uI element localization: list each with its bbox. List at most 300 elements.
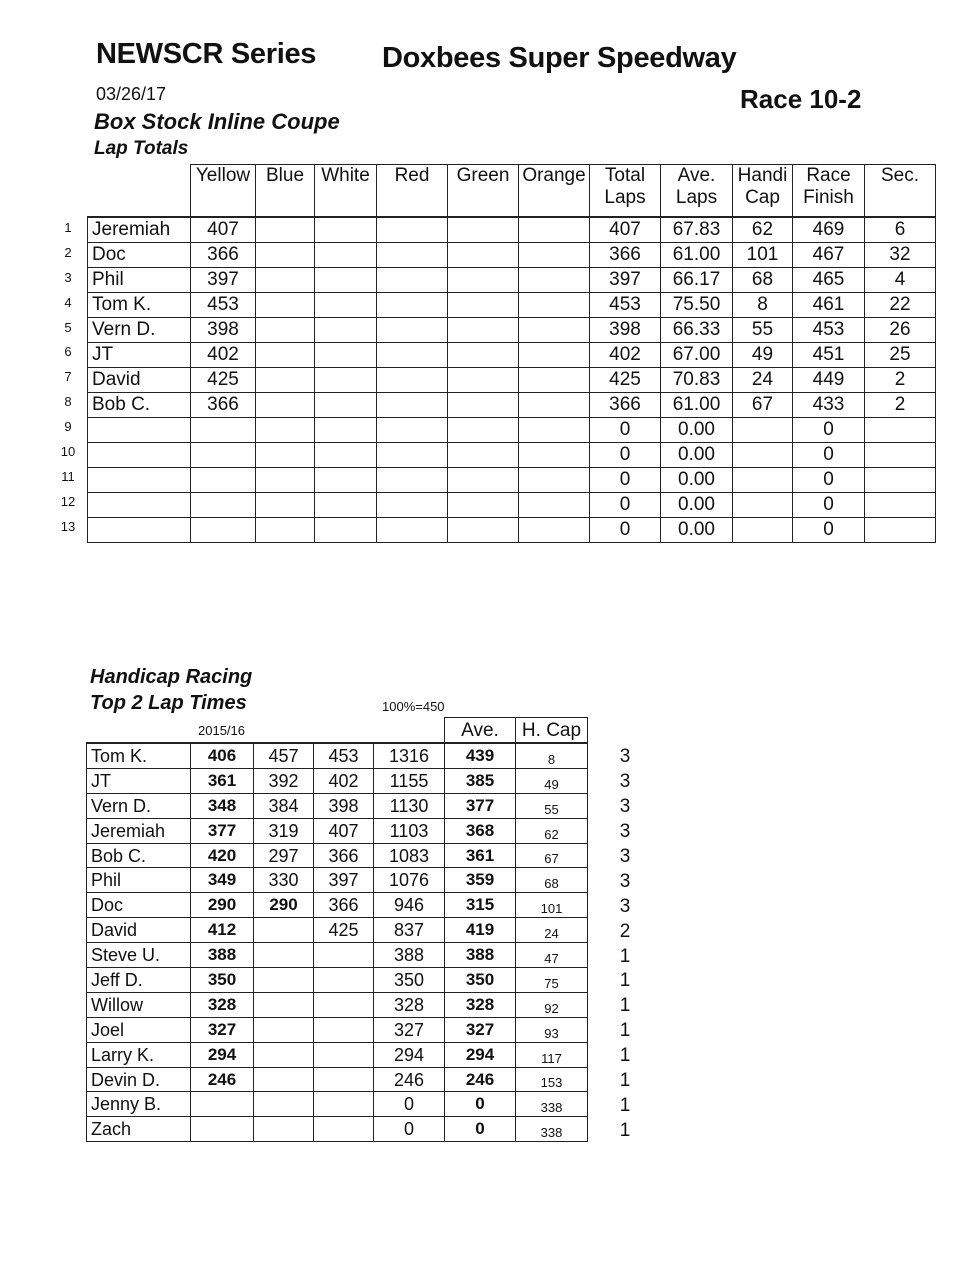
hc-average: 388 — [445, 943, 516, 968]
hc-season-best: 412 — [191, 918, 254, 943]
cell-sec: 2 — [865, 393, 936, 418]
cell-handicap — [733, 518, 793, 543]
hc-handicap: 47 — [516, 943, 588, 968]
col-white: White — [315, 165, 377, 218]
hc-handicap: 49 — [516, 768, 588, 793]
cell-white — [315, 443, 377, 468]
cell-orange — [519, 217, 590, 243]
lap-totals-row — [88, 343, 936, 368]
race-count: 2 — [619, 920, 631, 942]
cell-red — [377, 268, 448, 293]
cell-red — [377, 318, 448, 343]
lap-totals-row — [88, 243, 936, 268]
hc-race-time-2 — [314, 1117, 374, 1142]
hc-handicap: 101 — [516, 893, 588, 918]
hc-handicap: 117 — [516, 1042, 588, 1067]
hc-race-time-2: 366 — [314, 843, 374, 868]
cell-race-finish: 0 — [793, 418, 865, 443]
cell-race-finish: 433 — [793, 393, 865, 418]
hc-handicap: 153 — [516, 1067, 588, 1092]
handicap-row — [87, 943, 588, 968]
hc-season-best — [191, 1117, 254, 1142]
cell-handicap: 8 — [733, 293, 793, 318]
cell-ave-laps: 0.00 — [661, 468, 733, 493]
race-count: 1 — [619, 995, 631, 1017]
hc-driver-name: Doc — [87, 893, 191, 918]
cell-orange — [519, 393, 590, 418]
lap-totals-row — [88, 318, 936, 343]
hc-race-time-2: 402 — [314, 768, 374, 793]
hc-handicap: 93 — [516, 1017, 588, 1042]
row-number: 10 — [60, 444, 76, 460]
race-number: Race 10-2 — [740, 84, 862, 114]
hc-race-time-1: 290 — [254, 893, 314, 918]
hc-sum: 327 — [374, 1017, 445, 1042]
hc-col-hcap: H. Cap — [516, 718, 588, 744]
hc-race-time-2 — [314, 1017, 374, 1042]
hc-race-time-1: 330 — [254, 868, 314, 893]
hc-handicap: 75 — [516, 968, 588, 993]
cell-handicap: 68 — [733, 268, 793, 293]
hc-sum: 294 — [374, 1042, 445, 1067]
cell-ave-laps: 0.00 — [661, 518, 733, 543]
handicap-row — [87, 818, 588, 843]
hc-race-time-2 — [314, 968, 374, 993]
hc-average: 439 — [445, 743, 516, 768]
driver-name: Phil — [88, 268, 191, 293]
hc-header-blank-4 — [314, 718, 374, 744]
hc-driver-name: Bob C. — [87, 843, 191, 868]
handicap-row — [87, 1092, 588, 1117]
cell-total-laps: 453 — [590, 293, 661, 318]
hc-season-best: 327 — [191, 1017, 254, 1042]
cell-white — [315, 343, 377, 368]
cell-total-laps: 0 — [590, 443, 661, 468]
handicap-row — [87, 868, 588, 893]
cell-race-finish: 0 — [793, 468, 865, 493]
handicap-row — [87, 1042, 588, 1067]
cell-white — [315, 293, 377, 318]
cell-sec — [865, 418, 936, 443]
cell-sec — [865, 518, 936, 543]
lap-totals-row — [88, 493, 936, 518]
race-count: 1 — [619, 1095, 631, 1117]
handicap-row — [87, 1067, 588, 1092]
row-number: 4 — [64, 294, 72, 310]
hc-sum: 837 — [374, 918, 445, 943]
hc-header-blank-1 — [87, 718, 191, 744]
cell-total-laps: 0 — [590, 493, 661, 518]
cell-yellow: 407 — [191, 217, 256, 243]
race-count: 3 — [619, 770, 631, 792]
hc-driver-name: Steve U. — [87, 943, 191, 968]
handicap-title: Handicap Racing — [90, 666, 253, 688]
cell-yellow — [191, 468, 256, 493]
hc-sum: 1130 — [374, 793, 445, 818]
hc-season-best: 246 — [191, 1067, 254, 1092]
cell-red — [377, 493, 448, 518]
col-sec: Sec. — [865, 165, 936, 218]
row-number: 5 — [64, 319, 72, 335]
cell-ave-laps: 67.83 — [661, 217, 733, 243]
hc-season-best: 406 — [191, 743, 254, 768]
cell-orange — [519, 343, 590, 368]
cell-yellow — [191, 418, 256, 443]
cell-green — [448, 518, 519, 543]
driver-name: Doc — [88, 243, 191, 268]
driver-name — [88, 518, 191, 543]
hc-race-time-1: 392 — [254, 768, 314, 793]
cell-ave-laps: 66.17 — [661, 268, 733, 293]
cell-white — [315, 217, 377, 243]
hc-sum: 350 — [374, 968, 445, 993]
hc-driver-name: Willow — [87, 992, 191, 1017]
hc-header-blank-3 — [254, 718, 314, 744]
cell-red — [377, 418, 448, 443]
cell-ave-laps: 0.00 — [661, 418, 733, 443]
hc-season-best: 420 — [191, 843, 254, 868]
cell-orange — [519, 243, 590, 268]
race-count: 3 — [619, 746, 631, 767]
cell-total-laps: 402 — [590, 343, 661, 368]
hc-race-time-2: 407 — [314, 818, 374, 843]
hc-average: 327 — [445, 1017, 516, 1042]
hc-sum: 1083 — [374, 843, 445, 868]
cell-blue — [256, 368, 315, 393]
section-lap-totals: Lap Totals — [94, 138, 189, 159]
row-number: 6 — [64, 344, 72, 360]
cell-handicap — [733, 418, 793, 443]
row-number: 1 — [64, 220, 72, 235]
hc-average: 359 — [445, 868, 516, 893]
cell-green — [448, 468, 519, 493]
cell-orange — [519, 493, 590, 518]
cell-red — [377, 343, 448, 368]
row-number: 7 — [64, 369, 72, 385]
cell-white — [315, 493, 377, 518]
cell-orange — [519, 418, 590, 443]
col-handicap: Handi Cap — [733, 165, 793, 218]
cell-blue — [256, 493, 315, 518]
cell-total-laps: 397 — [590, 268, 661, 293]
hc-driver-name: Joel — [87, 1017, 191, 1042]
cell-green — [448, 243, 519, 268]
cell-orange — [519, 318, 590, 343]
cell-green — [448, 343, 519, 368]
handicap-subtitle: Top 2 Lap Times — [90, 692, 247, 714]
cell-orange — [519, 268, 590, 293]
race-count: 1 — [619, 970, 631, 992]
hc-driver-name: Jeff D. — [87, 968, 191, 993]
handicap-row — [87, 968, 588, 993]
cell-handicap: 62 — [733, 217, 793, 243]
handicap-row — [87, 893, 588, 918]
hc-average: 315 — [445, 893, 516, 918]
hc-sum: 1103 — [374, 818, 445, 843]
cell-yellow: 366 — [191, 393, 256, 418]
cell-yellow: 453 — [191, 293, 256, 318]
hc-race-time-1 — [254, 968, 314, 993]
hc-driver-name: Phil — [87, 868, 191, 893]
cell-orange — [519, 518, 590, 543]
hc-sum: 388 — [374, 943, 445, 968]
hc-col-ave: Ave. — [445, 718, 516, 744]
hc-race-time-1: 319 — [254, 818, 314, 843]
cell-white — [315, 393, 377, 418]
cell-green — [448, 217, 519, 243]
row-number: 2 — [64, 244, 72, 260]
hc-driver-name: Zach — [87, 1117, 191, 1142]
hc-season-best: 290 — [191, 893, 254, 918]
cell-blue — [256, 518, 315, 543]
hc-average: 350 — [445, 968, 516, 993]
cell-blue — [256, 393, 315, 418]
race-count: 1 — [619, 1120, 631, 1142]
cell-handicap: 49 — [733, 343, 793, 368]
cell-race-finish: 449 — [793, 368, 865, 393]
cell-sec: 2 — [865, 368, 936, 393]
hc-driver-name: Larry K. — [87, 1042, 191, 1067]
lap-totals-row — [88, 518, 936, 543]
cell-yellow — [191, 518, 256, 543]
cell-yellow: 397 — [191, 268, 256, 293]
hc-race-time-1 — [254, 918, 314, 943]
race-count: 1 — [619, 945, 631, 967]
season-label: 2015/16 — [198, 723, 245, 738]
hc-handicap: 8 — [516, 743, 588, 768]
cell-green — [448, 368, 519, 393]
race-count: 1 — [619, 1045, 631, 1067]
row-number: 12 — [60, 493, 76, 509]
cell-total-laps: 398 — [590, 318, 661, 343]
hc-handicap: 92 — [516, 992, 588, 1017]
hc-race-time-1 — [254, 1042, 314, 1067]
cell-orange — [519, 443, 590, 468]
hc-race-time-1: 457 — [254, 743, 314, 768]
driver-name: Tom K. — [88, 293, 191, 318]
hc-average: 368 — [445, 818, 516, 843]
driver-name — [88, 418, 191, 443]
cell-race-finish: 465 — [793, 268, 865, 293]
driver-name: JT — [88, 343, 191, 368]
cell-red — [377, 217, 448, 243]
hc-race-time-2 — [314, 1092, 374, 1117]
lap-totals-row — [88, 393, 936, 418]
driver-name: Bob C. — [88, 393, 191, 418]
cell-ave-laps: 66.33 — [661, 318, 733, 343]
cell-yellow — [191, 443, 256, 468]
hc-average: 361 — [445, 843, 516, 868]
cell-white — [315, 318, 377, 343]
handicap-row — [87, 743, 588, 768]
row-number: 13 — [60, 518, 76, 534]
cell-race-finish: 451 — [793, 343, 865, 368]
hc-handicap: 67 — [516, 843, 588, 868]
handicap-row — [87, 768, 588, 793]
cell-total-laps: 425 — [590, 368, 661, 393]
driver-name — [88, 493, 191, 518]
race-count-column — [614, 745, 636, 1144]
hc-average: 419 — [445, 918, 516, 943]
hc-race-time-1: 297 — [254, 843, 314, 868]
hc-sum: 1316 — [374, 743, 445, 768]
class-name: Box Stock Inline Coupe — [94, 109, 340, 134]
race-count: 3 — [619, 795, 631, 817]
cell-sec: 6 — [865, 217, 936, 243]
hc-race-time-2: 453 — [314, 743, 374, 768]
cell-ave-laps: 0.00 — [661, 443, 733, 468]
cell-white — [315, 368, 377, 393]
cell-white — [315, 468, 377, 493]
lap-totals-row — [88, 368, 936, 393]
cell-race-finish: 467 — [793, 243, 865, 268]
cell-blue — [256, 443, 315, 468]
hc-sum: 1155 — [374, 768, 445, 793]
cell-race-finish: 461 — [793, 293, 865, 318]
hc-season-best: 377 — [191, 818, 254, 843]
hc-season-best: 350 — [191, 968, 254, 993]
hc-sum: 946 — [374, 893, 445, 918]
row-numbers — [56, 216, 80, 540]
cell-blue — [256, 418, 315, 443]
cell-ave-laps: 0.00 — [661, 493, 733, 518]
hc-race-time-1 — [254, 1117, 314, 1142]
col-yellow: Yellow — [191, 165, 256, 218]
cell-total-laps: 366 — [590, 243, 661, 268]
cell-white — [315, 268, 377, 293]
hc-average: 0 — [445, 1092, 516, 1117]
cell-sec: 25 — [865, 343, 936, 368]
cell-handicap: 55 — [733, 318, 793, 343]
hc-sum: 328 — [374, 992, 445, 1017]
handicap-row — [87, 918, 588, 943]
hc-average: 377 — [445, 793, 516, 818]
hc-race-time-1 — [254, 992, 314, 1017]
cell-race-finish: 469 — [793, 217, 865, 243]
lap-totals-row — [88, 468, 936, 493]
cell-race-finish: 0 — [793, 493, 865, 518]
hc-average: 294 — [445, 1042, 516, 1067]
cell-green — [448, 418, 519, 443]
cell-green — [448, 393, 519, 418]
track-title: Doxbees Super Speedway — [382, 42, 737, 74]
lap-totals-header — [88, 165, 936, 218]
lap-totals-row — [88, 217, 936, 243]
cell-ave-laps: 70.83 — [661, 368, 733, 393]
hc-race-time-2 — [314, 943, 374, 968]
cell-sec — [865, 468, 936, 493]
row-number: 11 — [61, 468, 75, 484]
cell-race-finish: 0 — [793, 518, 865, 543]
hc-driver-name: Tom K. — [87, 743, 191, 768]
cell-sec — [865, 443, 936, 468]
cell-yellow: 398 — [191, 318, 256, 343]
hc-season-best: 294 — [191, 1042, 254, 1067]
cell-green — [448, 443, 519, 468]
cell-sec: 32 — [865, 243, 936, 268]
cell-total-laps: 0 — [590, 418, 661, 443]
driver-name — [88, 468, 191, 493]
cell-blue — [256, 293, 315, 318]
cell-total-laps: 366 — [590, 393, 661, 418]
cell-ave-laps: 61.00 — [661, 243, 733, 268]
col-blue: Blue — [256, 165, 315, 218]
cell-green — [448, 293, 519, 318]
cell-blue — [256, 343, 315, 368]
cell-sec — [865, 493, 936, 518]
handicap-header — [87, 718, 588, 744]
race-count: 1 — [619, 1020, 631, 1042]
cell-handicap — [733, 493, 793, 518]
series-title: NEWSCR Series — [96, 38, 317, 70]
cell-sec: 26 — [865, 318, 936, 343]
col-red: Red — [377, 165, 448, 218]
cell-total-laps: 0 — [590, 468, 661, 493]
cell-red — [377, 468, 448, 493]
cell-total-laps: 407 — [590, 217, 661, 243]
hc-handicap: 24 — [516, 918, 588, 943]
hc-handicap: 68 — [516, 868, 588, 893]
col-green: Green — [448, 165, 519, 218]
hc-season-best: 388 — [191, 943, 254, 968]
cell-red — [377, 393, 448, 418]
cell-green — [448, 318, 519, 343]
cell-ave-laps: 75.50 — [661, 293, 733, 318]
hc-driver-name: JT — [87, 768, 191, 793]
hc-race-time-1 — [254, 1017, 314, 1042]
race-count: 1 — [619, 1070, 631, 1092]
cell-blue — [256, 468, 315, 493]
handicap-row — [87, 793, 588, 818]
cell-race-finish: 0 — [793, 443, 865, 468]
cell-handicap: 101 — [733, 243, 793, 268]
hc-driver-name: David — [87, 918, 191, 943]
hc-driver-name: Jenny B. — [87, 1092, 191, 1117]
hc-average: 328 — [445, 992, 516, 1017]
cell-orange — [519, 293, 590, 318]
cell-blue — [256, 318, 315, 343]
cell-red — [377, 243, 448, 268]
col-total-laps: Total Laps — [590, 165, 661, 218]
hc-handicap: 55 — [516, 793, 588, 818]
cell-blue — [256, 268, 315, 293]
hc-handicap: 338 — [516, 1092, 588, 1117]
hc-driver-name: Devin D. — [87, 1067, 191, 1092]
cell-sec: 22 — [865, 293, 936, 318]
col-race-finish: Race Finish — [793, 165, 865, 218]
cell-yellow — [191, 493, 256, 518]
lap-totals-row — [88, 418, 936, 443]
cell-green — [448, 268, 519, 293]
driver-name — [88, 443, 191, 468]
cell-race-finish: 453 — [793, 318, 865, 343]
col-orange: Orange — [519, 165, 590, 218]
percent-note: 100%=450 — [382, 699, 445, 714]
cell-red — [377, 368, 448, 393]
hc-race-time-1 — [254, 1092, 314, 1117]
header-blank — [88, 165, 191, 218]
cell-yellow: 402 — [191, 343, 256, 368]
handicap-row — [87, 1117, 588, 1142]
race-date: 03/26/17 — [96, 84, 167, 104]
row-number: 8 — [64, 394, 72, 410]
hc-driver-name: Vern D. — [87, 793, 191, 818]
race-count: 3 — [619, 870, 631, 892]
hc-season-best: 349 — [191, 868, 254, 893]
hc-race-time-2: 398 — [314, 793, 374, 818]
lap-totals-row — [88, 293, 936, 318]
cell-ave-laps: 67.00 — [661, 343, 733, 368]
